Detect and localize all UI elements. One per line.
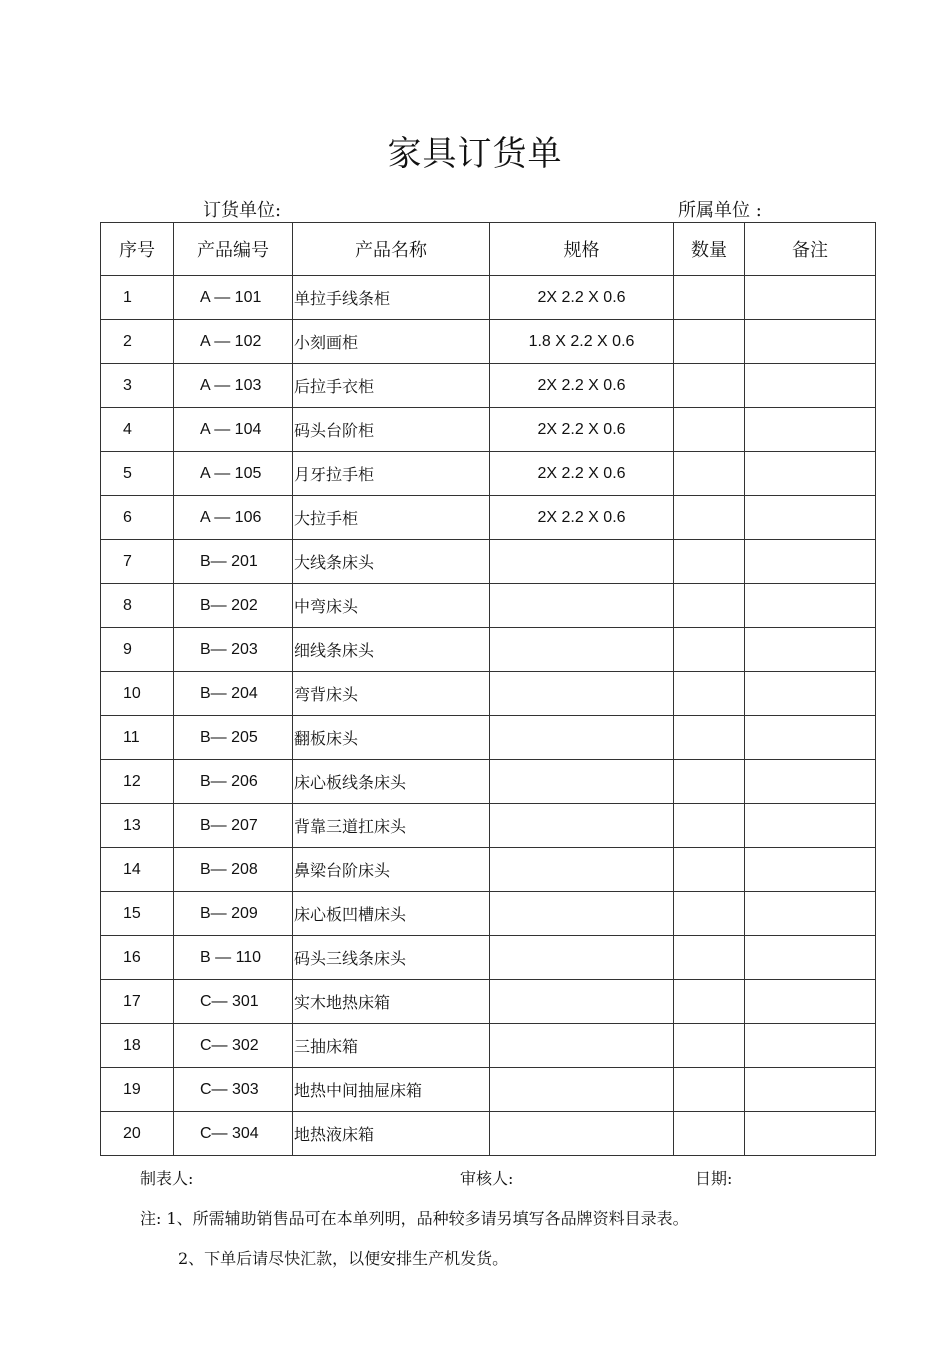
row-qty [674,1112,745,1156]
row-spec [490,936,674,980]
note-2: 2、下单后请尽快汇款，以便安排生产机发货。 [178,1249,509,1268]
row-seq: 3 [101,364,174,408]
row-qty [674,276,745,320]
row-seq: 1 [101,276,174,320]
note-1: 注: 1、所需辅助销售品可在本单列明，品种较多请另填写各品牌资料目录表。 [140,1209,689,1228]
row-seq: 20 [101,1112,174,1156]
affiliated-unit-label: 所属单位 : [678,200,762,221]
table-row [101,716,876,760]
row-code: C— 304 [174,1112,293,1156]
row-code: A — 101 [174,276,293,320]
row-name: 码头三线条床头 [293,936,490,980]
row-code: B— 209 [174,892,293,936]
row-qty [674,1024,745,1068]
row-spec [490,1024,674,1068]
row-note [745,980,876,1024]
table-row [101,584,876,628]
row-spec: 2X 2.2 X 0.6 [490,276,674,320]
table-row [101,408,876,452]
row-name: 地热液床箱 [293,1112,490,1156]
row-name: 弯背床头 [293,672,490,716]
table-row [101,980,876,1024]
table-row [101,936,876,980]
row-spec [490,584,674,628]
row-name: 背靠三道扛床头 [293,804,490,848]
date-label: 日期: [695,1169,733,1188]
row-name: 地热中间抽屉床箱 [293,1068,490,1112]
row-spec [490,672,674,716]
row-spec [490,760,674,804]
row-seq: 5 [101,452,174,496]
header-spec: 规格 [490,223,674,276]
row-qty [674,980,745,1024]
row-note [745,1112,876,1156]
row-code: C— 303 [174,1068,293,1112]
row-spec: 2X 2.2 X 0.6 [490,496,674,540]
row-name: 床心板线条床头 [293,760,490,804]
row-qty [674,628,745,672]
row-spec: 1.8 X 2.2 X 0.6 [490,320,674,364]
row-spec [490,892,674,936]
row-qty [674,672,745,716]
row-note [745,584,876,628]
row-name: 翻板床头 [293,716,490,760]
reviewer-label: 审核人: [460,1169,514,1188]
row-name: 实木地热床箱 [293,980,490,1024]
row-code: C— 302 [174,1024,293,1068]
row-qty [674,848,745,892]
row-code: A — 106 [174,496,293,540]
table-row [101,804,876,848]
page-title: 家具订货单 [387,134,563,174]
row-name: 细线条床头 [293,628,490,672]
row-spec [490,540,674,584]
row-name: 鼻梁台阶床头 [293,848,490,892]
header-name: 产品名称 [293,223,490,276]
row-code: B— 205 [174,716,293,760]
row-seq: 13 [101,804,174,848]
row-code: B— 207 [174,804,293,848]
row-seq: 12 [101,760,174,804]
row-code: A — 102 [174,320,293,364]
row-qty [674,540,745,584]
row-spec [490,1112,674,1156]
table-row [101,672,876,716]
row-code: B— 203 [174,628,293,672]
table-row [101,892,876,936]
row-code: A — 105 [174,452,293,496]
row-seq: 11 [101,716,174,760]
row-seq: 19 [101,1068,174,1112]
row-qty [674,760,745,804]
order-unit-label: 订货单位: [203,200,282,221]
row-spec [490,804,674,848]
row-qty [674,936,745,980]
row-seq: 2 [101,320,174,364]
row-note [745,848,876,892]
row-seq: 17 [101,980,174,1024]
table-row [101,320,876,364]
table-row [101,452,876,496]
row-note [745,804,876,848]
row-code: B— 208 [174,848,293,892]
table-row [101,760,876,804]
row-spec [490,1068,674,1112]
table-row [101,848,876,892]
row-code: B— 202 [174,584,293,628]
row-name: 小刻画柜 [293,320,490,364]
header-qty: 数量 [674,223,745,276]
table-row [101,276,876,320]
row-spec [490,980,674,1024]
table-row [101,628,876,672]
row-note [745,936,876,980]
table-row [101,1112,876,1156]
row-qty [674,364,745,408]
row-seq: 4 [101,408,174,452]
row-note [745,496,876,540]
row-qty [674,716,745,760]
row-note [745,1068,876,1112]
row-qty [674,584,745,628]
row-name: 单拉手线条柜 [293,276,490,320]
row-code: B— 206 [174,760,293,804]
row-seq: 18 [101,1024,174,1068]
row-note [745,540,876,584]
row-name: 中弯床头 [293,584,490,628]
row-code: B — 110 [174,936,293,980]
row-note [745,628,876,672]
header-code: 产品编号 [174,223,293,276]
row-qty [674,892,745,936]
row-note [745,716,876,760]
row-note [745,760,876,804]
row-qty [674,452,745,496]
row-qty [674,1068,745,1112]
row-seq: 7 [101,540,174,584]
row-seq: 15 [101,892,174,936]
row-seq: 9 [101,628,174,672]
header-note: 备注 [745,223,876,276]
table-row [101,364,876,408]
row-name: 大线条床头 [293,540,490,584]
row-qty [674,804,745,848]
row-spec: 2X 2.2 X 0.6 [490,408,674,452]
row-name: 大拉手柜 [293,496,490,540]
row-name: 床心板凹槽床头 [293,892,490,936]
maker-label: 制表人: [140,1169,194,1188]
row-spec [490,848,674,892]
row-spec [490,628,674,672]
row-qty [674,408,745,452]
row-note [745,452,876,496]
row-name: 后拉手衣柜 [293,364,490,408]
row-seq: 16 [101,936,174,980]
row-code: B— 204 [174,672,293,716]
row-note [745,408,876,452]
row-code: A — 103 [174,364,293,408]
order-table [100,222,876,1156]
row-note [745,1024,876,1068]
row-code: B— 201 [174,540,293,584]
row-note [745,672,876,716]
row-spec [490,716,674,760]
row-code: C— 301 [174,980,293,1024]
table-row [101,540,876,584]
row-spec: 2X 2.2 X 0.6 [490,452,674,496]
row-name: 码头台阶柜 [293,408,490,452]
row-spec: 2X 2.2 X 0.6 [490,364,674,408]
row-name: 三抽床箱 [293,1024,490,1068]
table-row [101,1024,876,1068]
row-note [745,892,876,936]
table-row [101,1068,876,1112]
header-seq: 序号 [101,223,174,276]
row-seq: 14 [101,848,174,892]
table-row [101,496,876,540]
row-seq: 8 [101,584,174,628]
row-note [745,320,876,364]
row-qty [674,496,745,540]
row-code: A — 104 [174,408,293,452]
row-qty [674,320,745,364]
row-seq: 6 [101,496,174,540]
table-header-row [101,223,876,276]
row-name: 月牙拉手柜 [293,452,490,496]
row-note [745,364,876,408]
row-note [745,276,876,320]
row-seq: 10 [101,672,174,716]
